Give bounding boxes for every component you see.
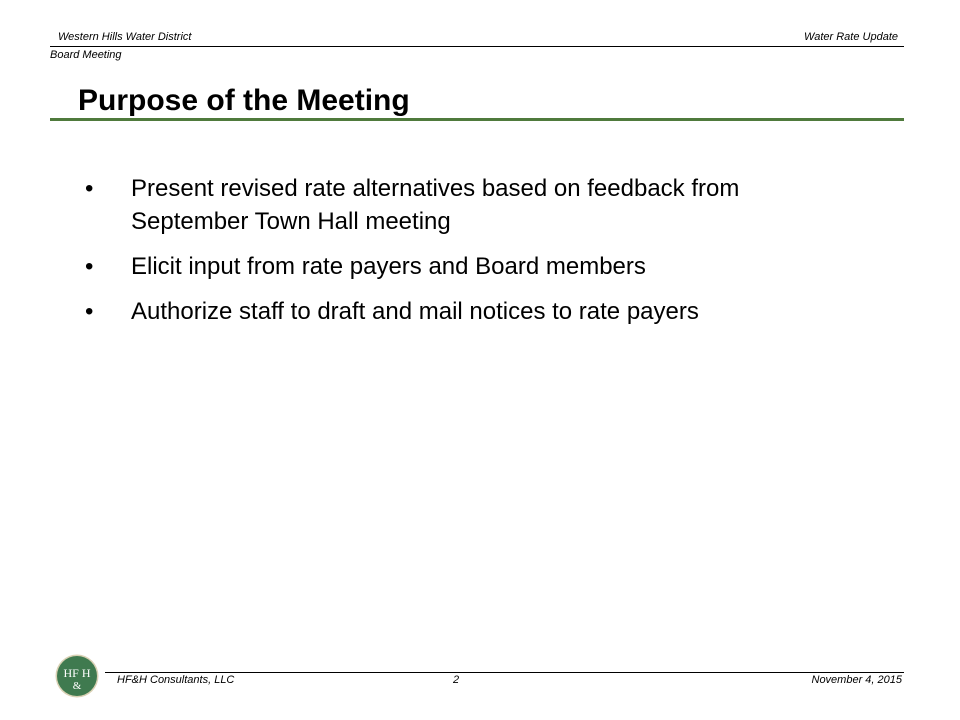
bullet-icon: • xyxy=(85,253,94,280)
bullet-item xyxy=(78,250,838,283)
bullet-text: Elicit input from rate payers and Board members xyxy=(131,253,646,280)
footer-date: November 4, 2015 xyxy=(811,674,902,686)
logo-text-bottom: & xyxy=(72,680,82,692)
bullet-item xyxy=(78,172,838,238)
header-document-title: Water Rate Update xyxy=(804,31,898,43)
logo-text-top: HF H xyxy=(63,666,91,680)
bullet-text: Authorize staff to draft and mail notices to rate payers xyxy=(131,298,699,325)
title-underline xyxy=(50,118,904,121)
header-organization: Western Hills Water District xyxy=(58,31,192,43)
header-subtitle: Board Meeting xyxy=(50,49,122,61)
slide-title: Purpose of the Meeting xyxy=(78,84,410,117)
bullet-list xyxy=(78,172,838,340)
bullet-icon: • xyxy=(85,175,94,202)
footer-company: HF&H Consultants, LLC xyxy=(117,674,235,686)
header-divider xyxy=(50,46,904,47)
page-number: 2 xyxy=(453,674,460,686)
company-logo-icon xyxy=(55,654,99,698)
bullet-item xyxy=(78,295,838,328)
footer-divider xyxy=(105,672,904,673)
bullet-icon: • xyxy=(85,298,94,325)
bullet-text: Present revised rate alternatives based on feedback from September Town Hall meeting xyxy=(131,175,740,235)
